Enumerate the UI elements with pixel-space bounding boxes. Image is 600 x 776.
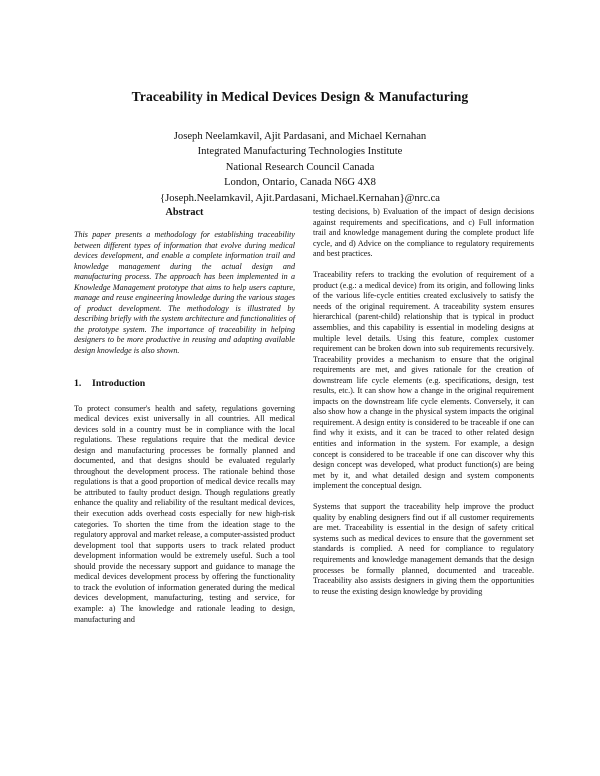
body-paragraph: Systems that support the traceability help improve the product quality by enabling designers find out if all customer requirements are met. Traceability is essential in the design of safety critical systems such as medical devices to ensure that the government set standards is complied. A need for compliance to regulatory requirements and knowledge management demands that the design processes be formally planned, documented and traceable. Traceability also assists designers in giving them the opportunities to reuse the existing design knowledge by providing (313, 502, 534, 596)
section-heading (74, 378, 295, 390)
body-paragraph: testing decisions, b) Evaluation of the impact of design decisions against requirements and specifications, and c) Full information trail and knowledge management during the complete product life cycle, and d) Advice on the compliance to regulatory requirements and best practices. (313, 207, 534, 259)
author-emails: {Joseph.Neelamkavil, Ajit.Pardasani, Michael.Kernahan}@nrc.ca (160, 192, 440, 204)
left-column (74, 207, 295, 625)
affiliation-line: National Research Council Canada (225, 161, 375, 173)
body-paragraph: To protect consumer's health and safety, regulations governing medical devices exist universally in all countries. All medical devices sold in a country must be in compliance with the local regulations. These regulations require that the medical device design and manufacturing processes be formally planned and documented, and that designs should be evaluated regularly throughout the development process. The rationale behind those regulations is that a good proportion of medical device recalls may be attributed to faulty product design. Though regulations greatly enhance the quality and reliability of the resultant medical devices, their execution adds overhead costs especially for new high-risk categories. To shorten the time from the ideation stage to the regulatory approval and market release, a computer-assisted product development tool that supports users to track related product development information would be extremely useful. Such a tool should provide the necessary support and guidance to manage the medical devices development process by offering the functionality to track the evolution of information generated during the medical devices development, manufacturing, testing and service, for example: a) The knowledge and rationale leading to design, manufacturing and (74, 403, 295, 624)
body-paragraph: Traceability refers to tracking the evolution of requirement of a product (e.g.: a medical device) from its origin, and following links of the various life-cycle entities created exclusively to satisfy the needs of the original requirement. A traceability system ensures hierarchical (parent-child) relationship that is typical in product assemblies, and this capability is essential in modeling designs at multiple level details. Using this feature, complex customer requirement can be broken down into sub requirements recursively. Traceability provides a mechanism to ensure that the original requirements are met, and gives rationale for the creation of downstream life cycle elements (e.g. specifications, design, test results, etc.). It can show how a change in the original requirement impacts on the downstream life cycle elements. Conversely, it can also show how a change in the physical system impacts the original requirement. A design entity is considered to be traceable if one can find why it exists, and it can be traced to other related design entities and information in the system. For example, a design concept is considered to be traceable if one can discover why this design concept was developed, what product function(s) are being met by it, and what detailed design and system components implement the conceptual design. (313, 270, 534, 491)
section-title: Introduction (92, 377, 146, 389)
affiliation-line: London, Ontario, Canada N6G 4X8 (224, 177, 376, 189)
right-column (313, 207, 534, 597)
section-number: 1. (74, 377, 82, 389)
paper-title: Traceability in Medical Devices Design & Manufacturing (131, 89, 469, 104)
abstract-text: This paper presents a methodology for establishing traceability between different types of information that evolve during medical devices development, and enable a complete information trail and knowledge management during the actual design and manufacturing process. The approach has been implemented in a Knowledge Management prototype that aims to help users capture, manage and reuse engineering knowledge during the various stages of product development. The methodology is illustrated by describing briefly with the system architecture and functionalities of the prototype system. The importance of traceability in helping designers to be more productive in reusing and adapting available design knowledge is also shown. (74, 230, 295, 356)
abstract-heading: Abstract (165, 207, 204, 218)
affiliation-line: Integrated Manufacturing Technologies Institute (197, 146, 403, 158)
author-block (0, 129, 600, 206)
author-names: Joseph Neelamkavil, Ajit Pardasani, and Michael Kernahan (173, 131, 427, 142)
